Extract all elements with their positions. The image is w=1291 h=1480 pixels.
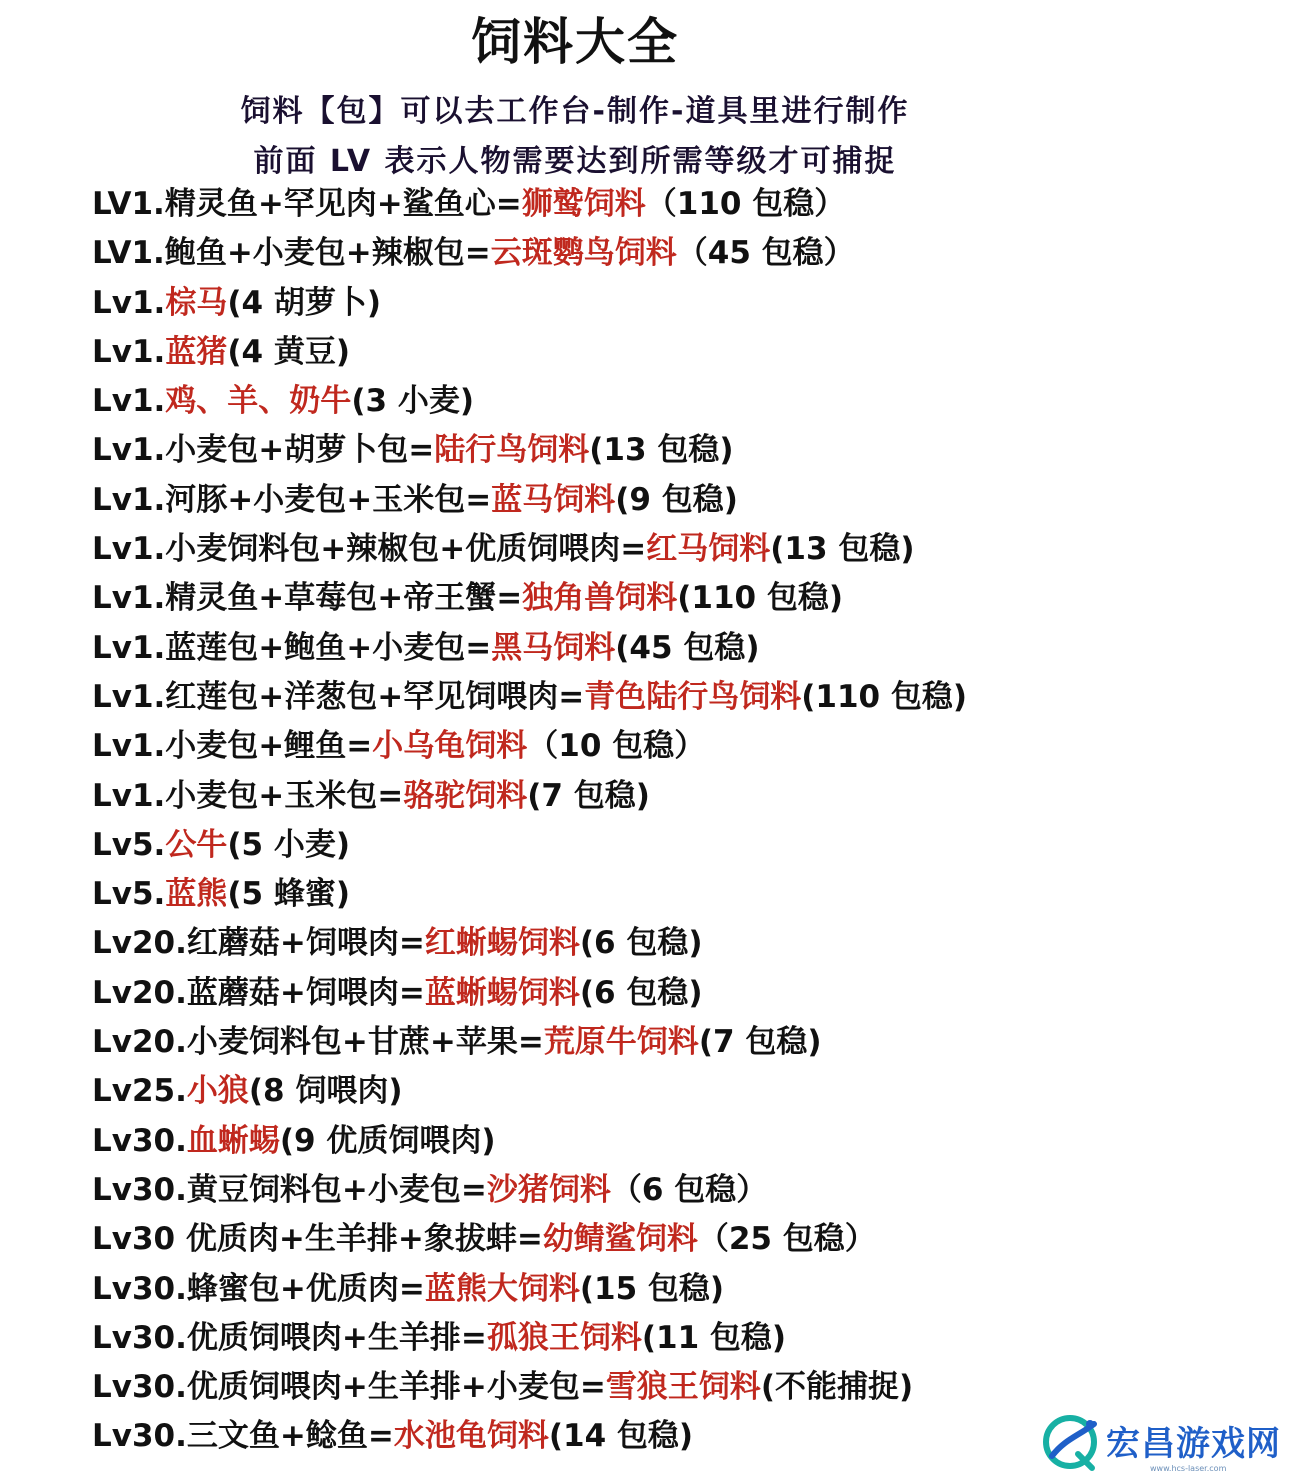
feed-name: 沙猪饲料 (486, 1171, 611, 1208)
feed-row (92, 1019, 967, 1068)
feed-name: 棕马 (165, 284, 228, 321)
feed-recipe: Lv1.小麦包+胡萝卜包= (92, 432, 435, 469)
feed-row (92, 329, 967, 378)
feed-note: (6 包稳) (579, 974, 703, 1011)
feed-row (92, 1413, 967, 1462)
feed-row (92, 920, 967, 969)
feed-recipe: Lv1.精灵鱼+草莓包+帝王蟹= (92, 580, 523, 617)
feed-recipe: Lv5. (92, 826, 166, 863)
feed-name: 红马饲料 (646, 531, 771, 568)
feed-note: （10 包稳） (527, 728, 706, 765)
dragon-logo-icon (1038, 1410, 1102, 1474)
feed-recipe: Lv30.优质饲喂肉+生羊排= (92, 1319, 487, 1356)
feed-note: (110 包稳) (677, 580, 844, 617)
watermark-url: www.hcs-laser.com (1150, 1464, 1227, 1473)
feed-name: 云斑鹦鸟饲料 (490, 235, 677, 272)
feed-name: 陆行鸟饲料 (434, 432, 590, 469)
feed-recipe: Lv25. (92, 1073, 187, 1110)
site-watermark-logo (1038, 1408, 1288, 1478)
feed-note: (3 小麦) (351, 383, 475, 420)
feed-recipe: Lv20.蓝蘑菇+饲喂肉= (92, 974, 425, 1011)
feed-row (92, 575, 967, 624)
feed-note: （6 包稳） (610, 1171, 768, 1208)
feed-name: 鸡、羊、奶牛 (165, 383, 352, 420)
feed-note: （25 包稳） (697, 1221, 876, 1258)
page-title: 饲料大全 (471, 13, 679, 71)
feed-row (92, 378, 967, 427)
feed-row (92, 477, 967, 526)
feed-name: 骆驼饲料 (403, 777, 528, 814)
feed-recipe: Lv1.小麦饲料包+辣椒包+优质饲喂肉= (92, 531, 647, 568)
feed-recipe: Lv1.小麦包+鲤鱼= (92, 728, 373, 765)
feed-name: 雪狼王饲料 (605, 1369, 761, 1406)
feed-row (92, 280, 967, 329)
feed-name: 幼鲭鲨饲料 (542, 1221, 698, 1258)
feed-note: (11 包稳) (641, 1319, 787, 1356)
feed-recipe: LV1.鲍鱼+小麦包+辣椒包= (92, 235, 491, 272)
feed-name: 蓝熊 (165, 876, 228, 913)
feed-note: (15 包稳) (579, 1270, 725, 1307)
feed-row (92, 230, 967, 279)
feed-recipe: Lv30.蜂蜜包+优质肉= (92, 1270, 425, 1307)
feed-name: 小乌龟饲料 (372, 728, 528, 765)
feed-note: (9 优质饲喂肉) (279, 1122, 496, 1159)
feed-row (92, 526, 967, 575)
feed-note: (14 包稳) (548, 1418, 694, 1455)
watermark-text: 宏昌游戏网 (1106, 1424, 1281, 1464)
feed-name: 青色陆行鸟饲料 (584, 678, 802, 715)
feed-recipe: Lv1.红莲包+洋葱包+罕见饲喂肉= (92, 678, 585, 715)
feed-recipe: Lv1. (92, 333, 166, 370)
feed-row (92, 723, 967, 772)
feed-note: （45 包稳） (676, 235, 855, 272)
subtitle-level-note: 前面 LV 表示人物需要达到所需等级才可捕捉 (253, 144, 897, 179)
feed-recipe: Lv30. (92, 1122, 187, 1159)
feed-note: (4 胡萝卜) (227, 284, 382, 321)
feed-name: 蓝熊大饲料 (424, 1270, 580, 1307)
feed-recipe: Lv30.优质饲喂肉+生羊排+小麦包= (92, 1369, 606, 1406)
feed-note: (13 包稳) (770, 531, 915, 568)
feed-note: (7 包稳) (698, 1024, 822, 1061)
feed-recipe: Lv30 优质肉+生羊排+象拔蚌= (92, 1221, 543, 1258)
feed-recipe: Lv5. (92, 876, 166, 913)
feed-row (92, 1118, 967, 1167)
feed-row (92, 1167, 967, 1216)
feed-name: 蓝马饲料 (491, 481, 616, 518)
feed-row (92, 1068, 967, 1117)
feed-recipe: Lv20.小麦饲料包+甘蔗+苹果= (92, 1024, 544, 1061)
feed-row (92, 1315, 967, 1364)
feed-note: (不能捕捉) (760, 1369, 914, 1406)
feed-name: 独角兽饲料 (522, 580, 678, 617)
feed-row (92, 970, 967, 1019)
feed-recipe: Lv30.三文鱼+鲶鱼= (92, 1418, 394, 1455)
feed-name: 狮鹫饲料 (521, 186, 646, 222)
feed-recipe: Lv1.河豚+小麦包+玉米包= (92, 481, 492, 518)
feed-list (92, 181, 967, 1463)
feed-note: (110 包稳) (801, 678, 968, 715)
feed-note: (9 包稳) (615, 481, 738, 518)
feed-name: 黑马饲料 (491, 629, 616, 666)
feed-row (92, 625, 967, 674)
feed-name: 蓝蜥蜴饲料 (424, 974, 580, 1011)
feed-row (92, 427, 967, 476)
feed-row (92, 1266, 967, 1315)
feed-recipe: Lv1. (92, 284, 166, 321)
feed-row (92, 822, 967, 871)
feed-note: (13 包稳) (589, 432, 734, 469)
feed-recipe: Lv1. (92, 383, 166, 420)
feed-row (92, 674, 967, 723)
feed-note: (6 包稳) (579, 925, 703, 962)
feed-name: 水池龟饲料 (393, 1418, 549, 1455)
feed-row (92, 181, 967, 230)
feed-row (92, 1364, 967, 1413)
feed-note: (45 包稳) (615, 629, 760, 666)
feed-name: 蓝猪 (165, 333, 228, 370)
feed-recipe: Lv20.红蘑菇+饲喂肉= (92, 925, 425, 962)
feed-recipe: Lv30.黄豆饲料包+小麦包= (92, 1171, 487, 1208)
feed-note: (7 包稳) (527, 777, 650, 814)
feed-row (92, 773, 967, 822)
feed-note: (5 小麦) (227, 826, 351, 863)
feed-recipe: LV1.精灵鱼+罕见肉+鲨鱼心= (92, 186, 522, 222)
feed-name: 血蜥蜴 (186, 1122, 280, 1159)
feed-recipe: Lv1.小麦包+玉米包= (92, 777, 404, 814)
feed-name: 小狼 (186, 1073, 249, 1110)
feed-note: （110 包稳） (645, 186, 846, 222)
feed-note: (5 蜂蜜) (227, 876, 351, 913)
feed-name: 荒原牛饲料 (543, 1024, 699, 1061)
feed-row (92, 871, 967, 920)
feed-name: 孤狼王饲料 (486, 1319, 642, 1356)
feed-row (92, 1216, 967, 1265)
feed-name: 红蜥蜴饲料 (424, 925, 580, 962)
feed-note: (8 饲喂肉) (248, 1073, 403, 1110)
subtitle-crafting-note: 饲料【包】可以去工作台-制作-道具里进行制作 (240, 94, 910, 129)
feed-recipe: Lv1.蓝莲包+鲍鱼+小麦包= (92, 629, 492, 666)
feed-name: 公牛 (165, 826, 228, 863)
feed-note: (4 黄豆) (227, 333, 351, 370)
